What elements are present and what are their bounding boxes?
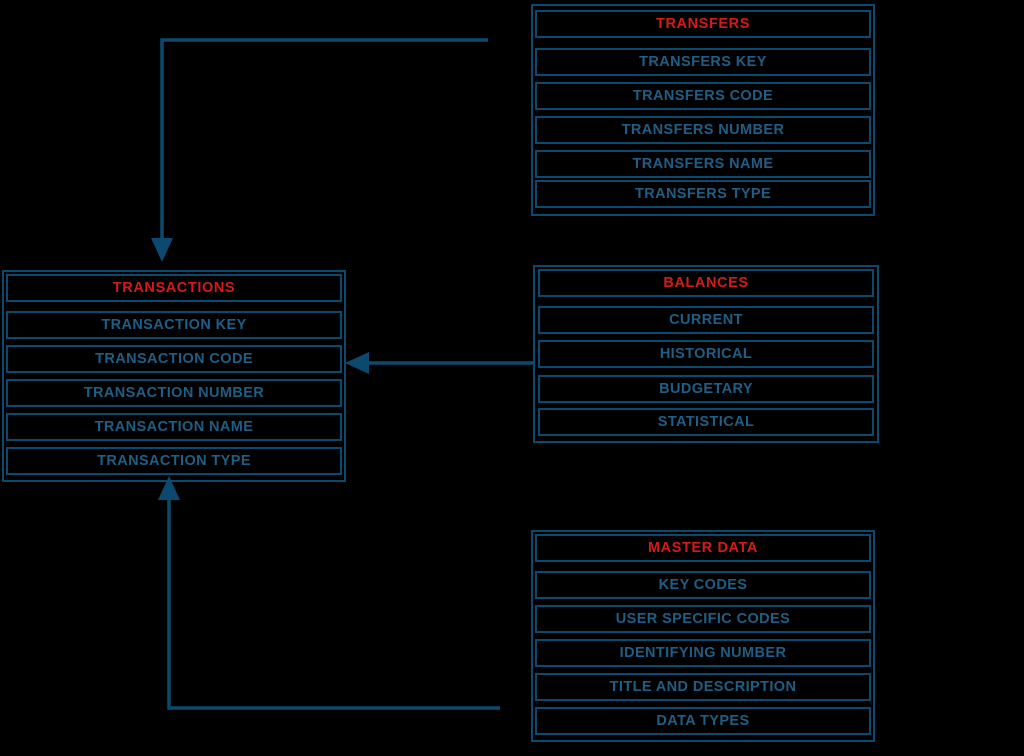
- entity-balances-header: [538, 269, 874, 297]
- entity-balances-field[interactable]: STATISTICAL: [538, 408, 874, 436]
- entity-master-data-field[interactable]: KEY CODES: [535, 571, 871, 599]
- entity-transfers-header: [535, 10, 871, 38]
- entity-transactions-field[interactable]: TRANSACTION NUMBER: [6, 379, 342, 407]
- entity-master-data-header: [535, 534, 871, 562]
- entity-transfers-field[interactable]: TRANSFERS TYPE: [535, 180, 871, 208]
- entity-transfers-field[interactable]: TRANSFERS CODE: [535, 82, 871, 110]
- entity-transactions-field[interactable]: TRANSACTION NAME: [6, 413, 342, 441]
- entity-transactions-field[interactable]: TRANSACTION TYPE: [6, 447, 342, 475]
- entity-balances[interactable]: [533, 265, 879, 443]
- entity-transfers-field[interactable]: TRANSFERS KEY: [535, 48, 871, 76]
- entity-master-data-title: MASTER DATA: [648, 540, 758, 556]
- entity-balances-field[interactable]: HISTORICAL: [538, 340, 874, 368]
- entity-balances-field[interactable]: CURRENT: [538, 306, 874, 334]
- entity-transactions-field[interactable]: TRANSACTION KEY: [6, 311, 342, 339]
- entity-balances-field[interactable]: BUDGETARY: [538, 375, 874, 403]
- connector-master-data-to-transactions: [158, 476, 500, 708]
- entity-transfers-field[interactable]: TRANSFERS NAME: [535, 150, 871, 178]
- entity-master-data-field[interactable]: USER SPECIFIC CODES: [535, 605, 871, 633]
- entity-transfers-field[interactable]: TRANSFERS NUMBER: [535, 116, 871, 144]
- entity-master-data-field[interactable]: IDENTIFYING NUMBER: [535, 639, 871, 667]
- entity-transactions[interactable]: [2, 270, 346, 482]
- entity-transfers-title: TRANSFERS: [655, 16, 750, 32]
- entity-transfers[interactable]: [531, 4, 875, 216]
- entity-balances-title: BALANCES: [663, 275, 749, 291]
- entity-master-data-field[interactable]: DATA TYPES: [535, 707, 871, 735]
- entity-master-data[interactable]: [531, 530, 875, 742]
- connector-transfers-to-transactions: [151, 40, 488, 262]
- entity-transactions-field[interactable]: TRANSACTION CODE: [6, 345, 342, 373]
- entity-transactions-header: [6, 274, 342, 302]
- entity-transactions-title: TRANSACTIONS: [112, 280, 236, 296]
- connector-balances-to-transactions: [345, 352, 534, 374]
- entity-master-data-field[interactable]: TITLE AND DESCRIPTION: [535, 673, 871, 701]
